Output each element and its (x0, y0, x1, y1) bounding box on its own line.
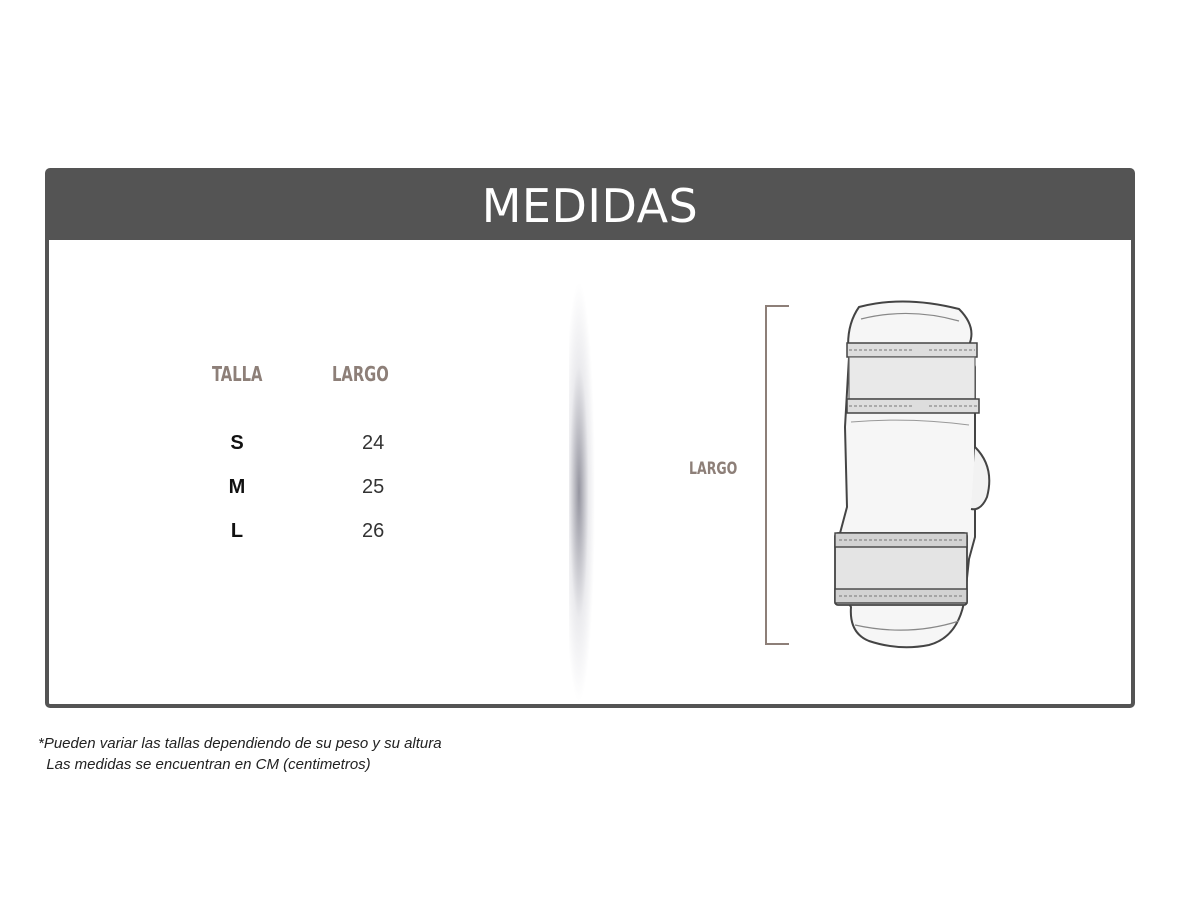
section-divider (569, 282, 639, 702)
footnote-line: *Pueden variar las tallas dependiendo de su peso y su altura (38, 735, 442, 752)
length-value: 25 (362, 476, 385, 498)
table-row (49, 520, 549, 550)
card-header (49, 172, 1131, 240)
size-value: M (228, 476, 246, 498)
dimension-label: LARGO (689, 459, 738, 479)
column-header-length: LARGO (332, 362, 389, 386)
length-value: 24 (362, 432, 385, 454)
knee-brace-illustration-icon (809, 297, 999, 657)
footnotes (38, 733, 442, 775)
column-header-size: TALLA (212, 362, 263, 386)
dimension-bracket (765, 305, 789, 645)
table-row (49, 476, 549, 506)
footnote-line: Las medidas se encuentran en CM (centimetros) (38, 756, 371, 773)
size-value: S (230, 432, 244, 454)
card-title: MEDIDAS (481, 179, 699, 233)
size-value: L (230, 520, 244, 542)
table-row (49, 432, 549, 462)
size-chart-card (45, 168, 1135, 708)
length-value: 26 (362, 520, 385, 542)
